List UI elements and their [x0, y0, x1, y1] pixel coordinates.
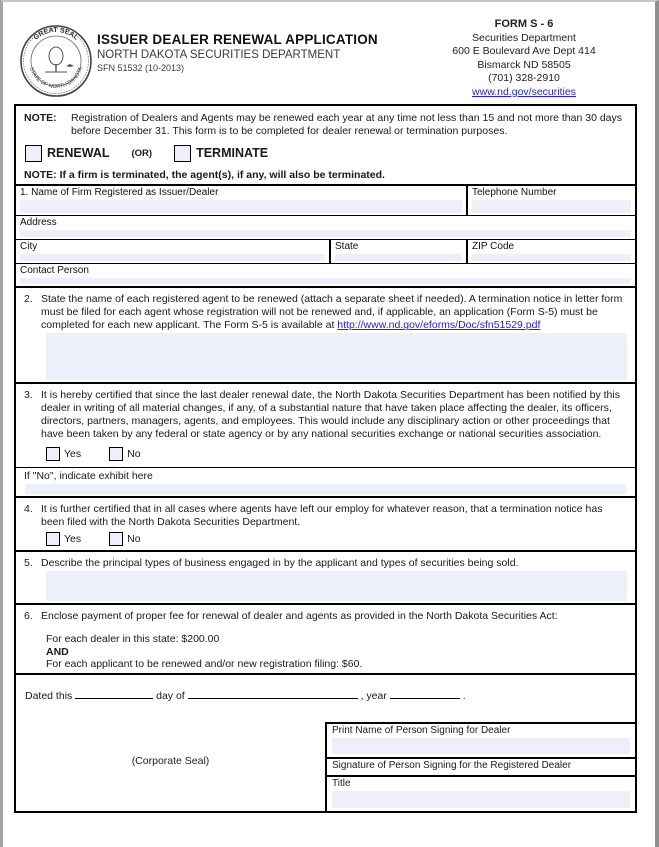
form-name: FORM S - 6	[494, 18, 554, 30]
contact-cell	[16, 264, 635, 286]
contact-row	[16, 264, 635, 288]
dated-part3: , year	[360, 689, 387, 702]
item-3-no-label: No	[127, 448, 141, 461]
form-body	[14, 104, 637, 813]
corporate-seal-area	[16, 711, 325, 811]
fee-and: AND	[46, 645, 69, 658]
dated-month-blank	[188, 688, 358, 699]
item-6	[16, 605, 635, 675]
item-3-yes-no	[16, 441, 635, 467]
dated-part2: day of	[156, 689, 185, 702]
item-3-yes-checkbox[interactable]	[46, 447, 60, 461]
or-label: (OR)	[131, 147, 153, 159]
item-4-yes-label: Yes	[64, 533, 82, 546]
item-3-yes-label: Yes	[64, 448, 82, 461]
signature-boxes	[325, 722, 635, 811]
state-input[interactable]	[335, 254, 462, 261]
note-termination: NOTE: If a firm is terminated, the agent(s), if any, will also be terminated.	[16, 167, 635, 186]
dated-day-blank	[75, 688, 153, 699]
item-5	[16, 552, 635, 605]
renewal-label: RENEWAL	[47, 146, 110, 161]
title-label: Title	[332, 777, 351, 789]
item-4-no-label: No	[127, 533, 141, 546]
note-label: NOTE:	[24, 112, 57, 124]
state-cell	[329, 240, 466, 263]
item-4-yes-checkbox[interactable]	[46, 532, 60, 546]
form-s5-link[interactable]: http://www.nd.gov/eforms/Doc/sfn51529.pdf	[337, 319, 541, 332]
contact-label: Contact Person	[20, 265, 89, 277]
item-4	[16, 498, 635, 552]
city-label: City	[20, 240, 38, 252]
item-2-text-body: State the name of each registered agent to be renewed (attach a separate sheet if needed). A termination notice in letter form must be filed for each agent whose registration will not be renewed and, if applicable, an application (Form S-5) must be completed for each new applicant. The Form S-5 is available at	[41, 293, 623, 332]
item-4-yes-no	[16, 529, 635, 550]
terminate-checkbox[interactable]	[174, 145, 191, 162]
item-3-number: 3.	[24, 389, 33, 402]
address-label: Address	[20, 216, 57, 228]
item-5-number: 5.	[24, 557, 33, 570]
terminate-label: TERMINATE	[196, 146, 269, 161]
signature-row	[16, 711, 635, 811]
firm-name-input[interactable]	[20, 200, 462, 213]
department-phone: (701) 328-2910	[488, 72, 560, 84]
print-name-label: Print Name of Person Signing for Dealer	[332, 724, 511, 736]
dated-part1: Dated this	[25, 689, 73, 702]
note-text: Registration of Dealers and Agents may be renewed each year at any time not less than 15 and not more than 30 days before December 31. This form is to be completed for dealer renewal or termination purposes.	[71, 112, 622, 137]
signature-label: Signature of Person Signing for the Registered Dealer	[332, 759, 572, 771]
item-4-number: 4.	[24, 503, 33, 516]
note-registration	[16, 106, 635, 140]
page-header	[3, 2, 655, 104]
title-box	[325, 775, 635, 811]
print-name-box	[325, 722, 635, 757]
city-state-zip-row	[16, 240, 635, 264]
item-3-text: It is hereby certified that since the last dealer renewal date, the North Dakota Securities Department has been notified by this dealer in writing of all material changes, if any, of a substantial nature that have taken place affecting the dealer, its officers, directors, partners, managers, agents, and employees. This would include any disciplinary action or other proceedings that have been taken by any federal or state agency or by any national securities exchange or national securities association.	[41, 389, 620, 441]
item-2	[16, 288, 635, 384]
state-label: State	[335, 240, 359, 252]
north-dakota-seal-icon	[19, 24, 93, 103]
contact-input[interactable]	[20, 278, 631, 284]
title-input[interactable]	[332, 791, 630, 808]
telephone-cell	[466, 186, 635, 215]
zip-cell	[466, 240, 635, 263]
fee-dealer: For each dealer in this state: $200.00	[46, 633, 220, 646]
business-types-textarea[interactable]	[46, 571, 627, 601]
signature-section	[16, 675, 635, 811]
department-address1: 600 E Boulevard Ave Dept 414	[452, 45, 596, 57]
website-link[interactable]: www.nd.gov/securities	[472, 85, 576, 98]
item-6-text: Enclose payment of proper fee for renewal of dealer and agents as provided in the North Dakota Securities Act:	[41, 610, 558, 623]
exhibit-label: If "No", indicate exhibit here	[24, 470, 153, 483]
item-4-no-checkbox[interactable]	[109, 532, 123, 546]
telephone-input[interactable]	[472, 200, 631, 213]
print-name-input[interactable]	[332, 738, 630, 754]
corporate-seal-label: (Corporate Seal)	[131, 754, 210, 767]
seal-top-text: GREAT SEAL	[32, 26, 80, 42]
item-5-text: Describe the principal types of business engaged in by the applicant and types of securities being sold.	[41, 557, 519, 570]
telephone-label: Telephone Number	[472, 186, 557, 198]
zip-label: ZIP Code	[472, 240, 515, 252]
fee-applicant: For each applicant to be renewed and/or new registration filing: $60.	[46, 658, 363, 671]
seal-bottom-text: STATE OF NORTH DAKOTA	[27, 66, 85, 91]
fee-lines	[16, 623, 635, 673]
item-4-text: It is further certified that in all cases where agents have left our employ for whatever reason, that a termination notice has been filed with the North Dakota Securities Department.	[41, 503, 603, 529]
exhibit-input[interactable]	[25, 484, 626, 494]
item-3-no-checkbox[interactable]	[109, 447, 123, 461]
address-input[interactable]	[20, 230, 631, 237]
address-row	[16, 216, 635, 240]
exhibit-row	[16, 468, 635, 498]
item-3	[16, 384, 635, 468]
city-input[interactable]	[20, 254, 325, 261]
item-2-number: 2.	[24, 293, 33, 306]
dated-year-blank	[390, 688, 460, 699]
item-6-number: 6.	[24, 610, 33, 623]
form-number: SFN 51532 (10-2013)	[97, 63, 185, 73]
item-2-text	[41, 293, 627, 332]
firm-name-label: 1. Name of Firm Registered as Issuer/Dealer	[20, 186, 219, 198]
renewal-checkbox[interactable]	[25, 145, 42, 162]
dated-period: .	[462, 689, 466, 702]
department-address2: Bismarck ND 58505	[477, 58, 571, 71]
renewal-terminate-row	[16, 140, 635, 167]
form-title: ISSUER DEALER RENEWAL APPLICATION	[97, 32, 378, 47]
address-cell	[16, 216, 635, 239]
zip-input[interactable]	[472, 254, 631, 261]
signature-box	[325, 757, 635, 775]
firm-name-cell	[16, 186, 466, 215]
dated-line	[16, 675, 635, 711]
department-name: Securities Department	[472, 31, 576, 44]
form-subtitle: NORTH DAKOTA SECURITIES DEPARTMENT	[97, 49, 341, 61]
agents-textarea[interactable]	[46, 333, 627, 380]
city-cell	[16, 240, 329, 263]
firm-row	[16, 186, 635, 216]
